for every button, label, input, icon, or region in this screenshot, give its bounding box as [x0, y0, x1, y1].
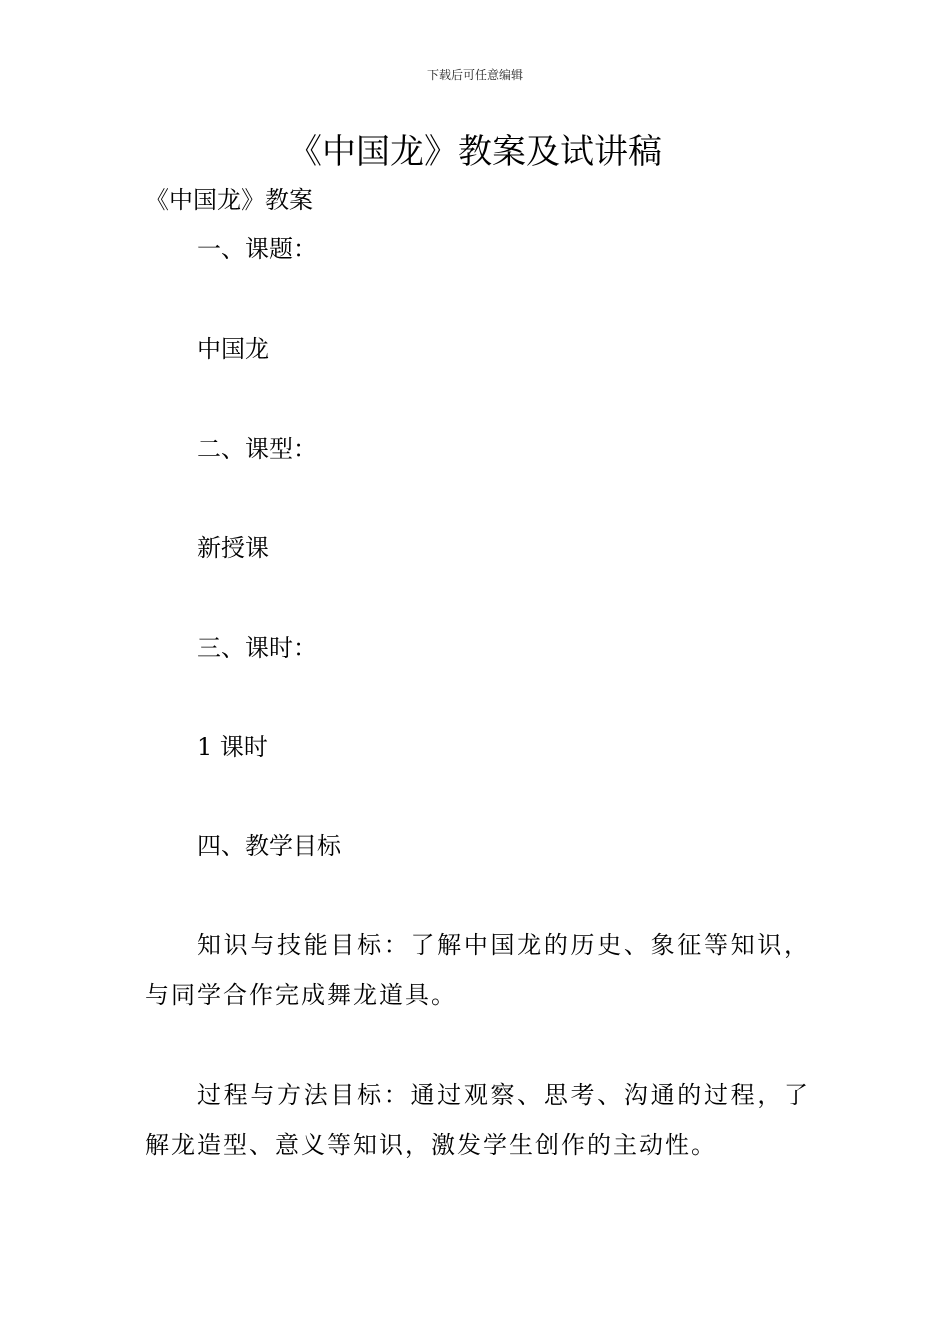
goals-heading: 四、教学目标 — [197, 832, 341, 860]
knowledge-goal-paragraph: 知识与技能目标：了解中国龙的历史、象征等知识，与同学合作完成舞龙道具。 — [145, 931, 810, 1009]
header-note: 下载后可任意编辑 — [426, 68, 523, 82]
hours-heading: 三、课时： — [197, 634, 317, 662]
hours-value: 1 课时 — [197, 733, 268, 761]
type-heading: 二、课型： — [197, 435, 317, 463]
type-value: 新授课 — [197, 534, 269, 562]
process-goal-paragraph: 过程与方法目标：通过观察、思考、沟通的过程，了解龙造型、意义等知识，激发学生创作的主动性。 — [145, 1081, 810, 1159]
document-title: 《中国龙》教案及试讲稿 — [288, 132, 662, 172]
topic-value: 中国龙 — [197, 335, 269, 363]
topic-heading: 一、课题： — [197, 235, 317, 263]
subtitle: 《中国龙》教案 — [145, 186, 313, 214]
